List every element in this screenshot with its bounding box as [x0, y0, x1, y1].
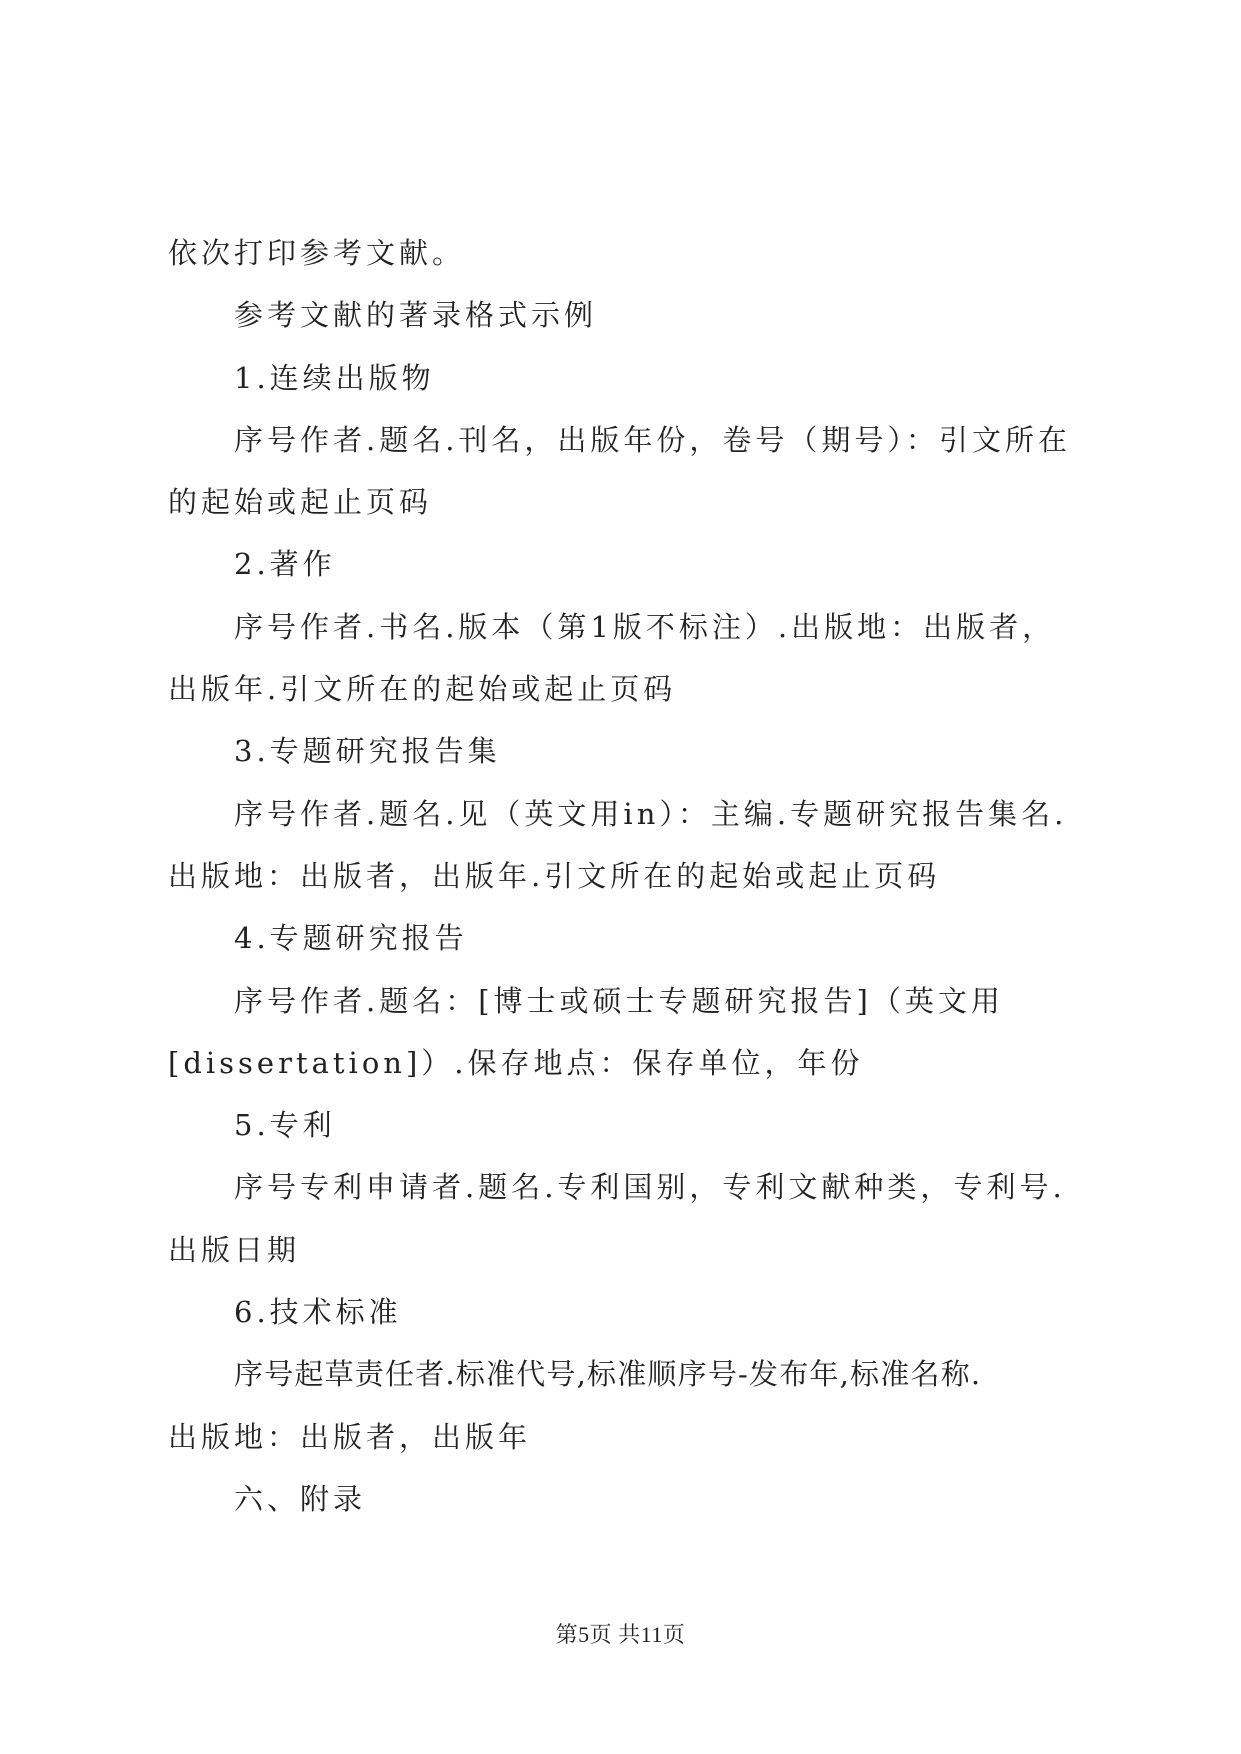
text-line: 序号专利申请者.题名.专利国别，专利文献种类，专利号. [234, 1170, 1066, 1205]
document-body [168, 222, 1088, 1530]
text-line: 序号作者.题名.见（英文用in）：主编.专题研究报告集名. [234, 796, 1068, 831]
section-heading: 六、附录 [234, 1481, 367, 1516]
text-line: 的起始或起止页码 [168, 485, 433, 520]
subsection-heading: 1.连续出版物 [234, 360, 435, 395]
text-line: 序号起草责任者.标准代号,标准顺序号-发布年,标准名称. [234, 1357, 982, 1392]
text-line: 序号作者.题名：[博士或硕士专题研究报告]（英文用 [234, 983, 1004, 1018]
text-line: 依次打印参考文献。 [168, 236, 466, 270]
subsection-heading: 5.专利 [234, 1108, 336, 1143]
text-line: 序号作者.书名.版本（第1版不标注）.出版地：出版者， [234, 609, 1056, 644]
text-line: 出版地：出版者，出版年.引文所在的起始或起止页码 [168, 858, 941, 893]
page-number-footer: 第5页 共11页 [555, 1622, 686, 1647]
subsection-heading: 4.专题研究报告 [234, 921, 468, 956]
subsection-heading: 2.著作 [234, 547, 336, 582]
subsection-heading: 6.技术标准 [234, 1295, 402, 1330]
text-line: 出版年.引文所在的起始或起止页码 [168, 672, 677, 707]
text-line: [dissertation]）.保存地点：保存单位，年份 [168, 1045, 864, 1080]
text-line: 出版日期 [168, 1232, 301, 1267]
subsection-heading: 3.专题研究报告集 [234, 734, 501, 769]
section-heading: 参考文献的著录格式示例 [234, 298, 598, 333]
text-line: 序号作者.题名.刊名，出版年份，卷号（期号）：引文所在 [234, 422, 1071, 457]
text-line: 出版地：出版者，出版年 [168, 1419, 532, 1454]
